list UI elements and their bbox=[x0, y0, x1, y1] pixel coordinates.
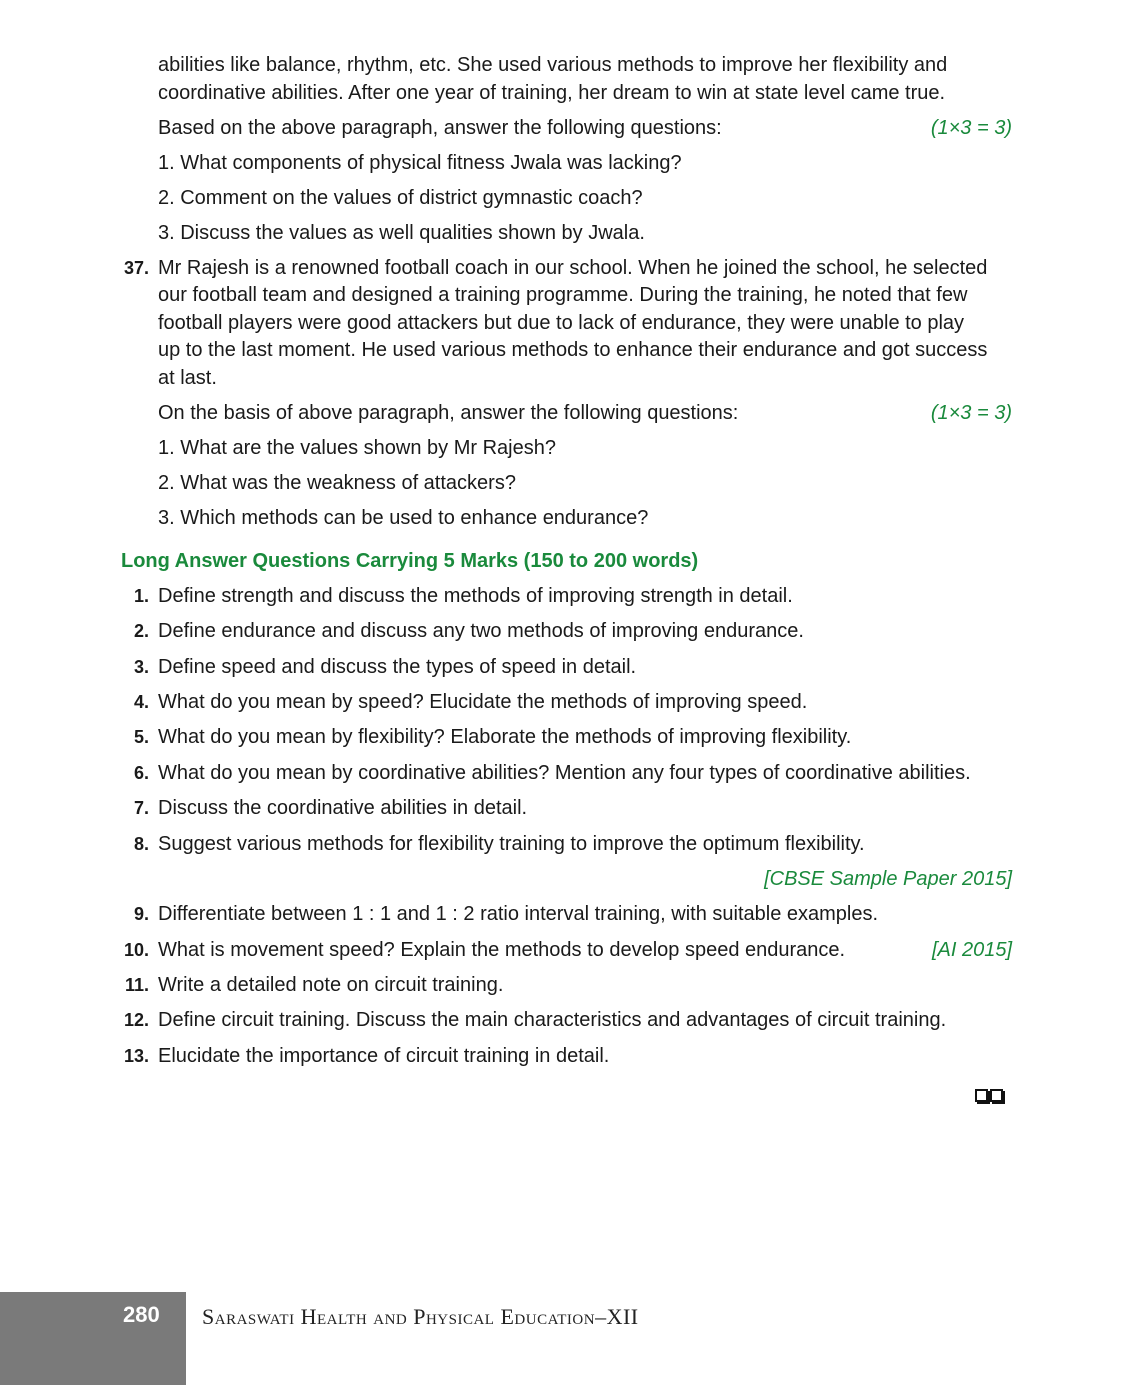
question-text: What do you mean by flexibility? Elaborate the methods of improving flexibility. bbox=[158, 726, 852, 748]
subquestion: 3. Which methods can be used to enhance endurance? bbox=[158, 507, 649, 529]
question-number: 9. bbox=[133, 904, 149, 924]
question-number: 3. bbox=[133, 657, 149, 677]
question-number: 11. bbox=[124, 975, 149, 995]
instruction-text: On the basis of above paragraph, answer the following questions: bbox=[158, 402, 739, 424]
question-text: Differentiate between 1 : 1 and 1 : 2 ratio interval training, with suitable examples. bbox=[158, 903, 879, 925]
question-text: Define speed and discuss the types of speed in detail. bbox=[158, 656, 637, 678]
paragraph-line: coordinative abilities. After one year of training, her dream to win at state level came true. bbox=[158, 82, 946, 104]
paragraph-line: Mr Rajesh is a renowned football coach in our school. When he joined the school, he selected bbox=[158, 257, 988, 279]
subquestion: 3. Discuss the values as well qualities shown by Jwala. bbox=[158, 222, 645, 244]
paragraph-line: football players were good attackers but due to lack of endurance, they were unable to play bbox=[158, 312, 965, 334]
marks-label: (1×3 = 3) bbox=[930, 117, 1012, 139]
question-number: 37. bbox=[123, 258, 149, 278]
paragraph-line: our football team and designed a training programme. During the training, he noted that few bbox=[158, 284, 968, 306]
question-number: 5. bbox=[133, 727, 149, 747]
question-text: Define endurance and discuss any two methods of improving endurance. bbox=[158, 620, 804, 642]
question-number: 6. bbox=[133, 763, 149, 783]
question-text: Define circuit training. Discuss the main characteristics and advantages of circuit training. bbox=[158, 1009, 947, 1031]
source-citation: [AI 2015] bbox=[931, 939, 1012, 961]
instruction-text: Based on the above paragraph, answer the following questions: bbox=[158, 117, 722, 139]
subquestion: 1. What are the values shown by Mr Rajesh? bbox=[158, 437, 556, 459]
subquestion: 2. Comment on the values of district gymnastic coach? bbox=[158, 187, 643, 209]
question-text: What do you mean by coordinative abilities? Mention any four types of coordinative abilities. bbox=[158, 762, 971, 784]
section-heading: Long Answer Questions Carrying 5 Marks (150 to 200 words) bbox=[121, 550, 699, 572]
question-number: 8. bbox=[133, 834, 149, 854]
source-citation: [CBSE Sample Paper 2015] bbox=[764, 868, 1012, 890]
question-text: Define strength and discuss the methods of improving strength in detail. bbox=[158, 585, 793, 607]
marks-label: (1×3 = 3) bbox=[930, 402, 1012, 424]
paragraph-line: at last. bbox=[158, 367, 217, 389]
question-number: 7. bbox=[133, 798, 149, 818]
question-text: Discuss the coordinative abilities in detail. bbox=[158, 797, 528, 819]
question-number: 10. bbox=[123, 940, 149, 960]
question-number: 2. bbox=[133, 621, 149, 641]
question-text: Elucidate the importance of circuit training in detail. bbox=[158, 1045, 610, 1067]
subquestion: 2. What was the weakness of attackers? bbox=[158, 472, 516, 494]
subquestion: 1. What components of physical fitness Jwala was lacking? bbox=[158, 152, 682, 174]
question-text: Write a detailed note on circuit training. bbox=[158, 974, 504, 996]
question-text: Suggest various methods for flexibility training to improve the optimum flexibility. bbox=[158, 833, 865, 855]
paragraph-line: abilities like balance, rhythm, etc. She used various methods to improve her flexibility and bbox=[158, 54, 948, 76]
book-title: Saraswati Health and Physical Education–XII bbox=[202, 1304, 639, 1329]
question-number: 1. bbox=[133, 586, 149, 606]
question-text: What is movement speed? Explain the methods to develop speed endurance. bbox=[158, 939, 846, 961]
paragraph-line: up to the last moment. He used various methods to enhance their endurance and got success bbox=[158, 339, 988, 361]
question-number: 13. bbox=[123, 1046, 149, 1066]
end-of-section-icon bbox=[975, 1089, 1003, 1102]
square-icon bbox=[975, 1089, 988, 1102]
question-number: 12. bbox=[123, 1010, 149, 1030]
question-number: 4. bbox=[133, 692, 149, 712]
page-number: 280 bbox=[123, 1302, 160, 1327]
question-text: What do you mean by speed? Elucidate the methods of improving speed. bbox=[158, 691, 808, 713]
square-icon bbox=[990, 1089, 1003, 1102]
